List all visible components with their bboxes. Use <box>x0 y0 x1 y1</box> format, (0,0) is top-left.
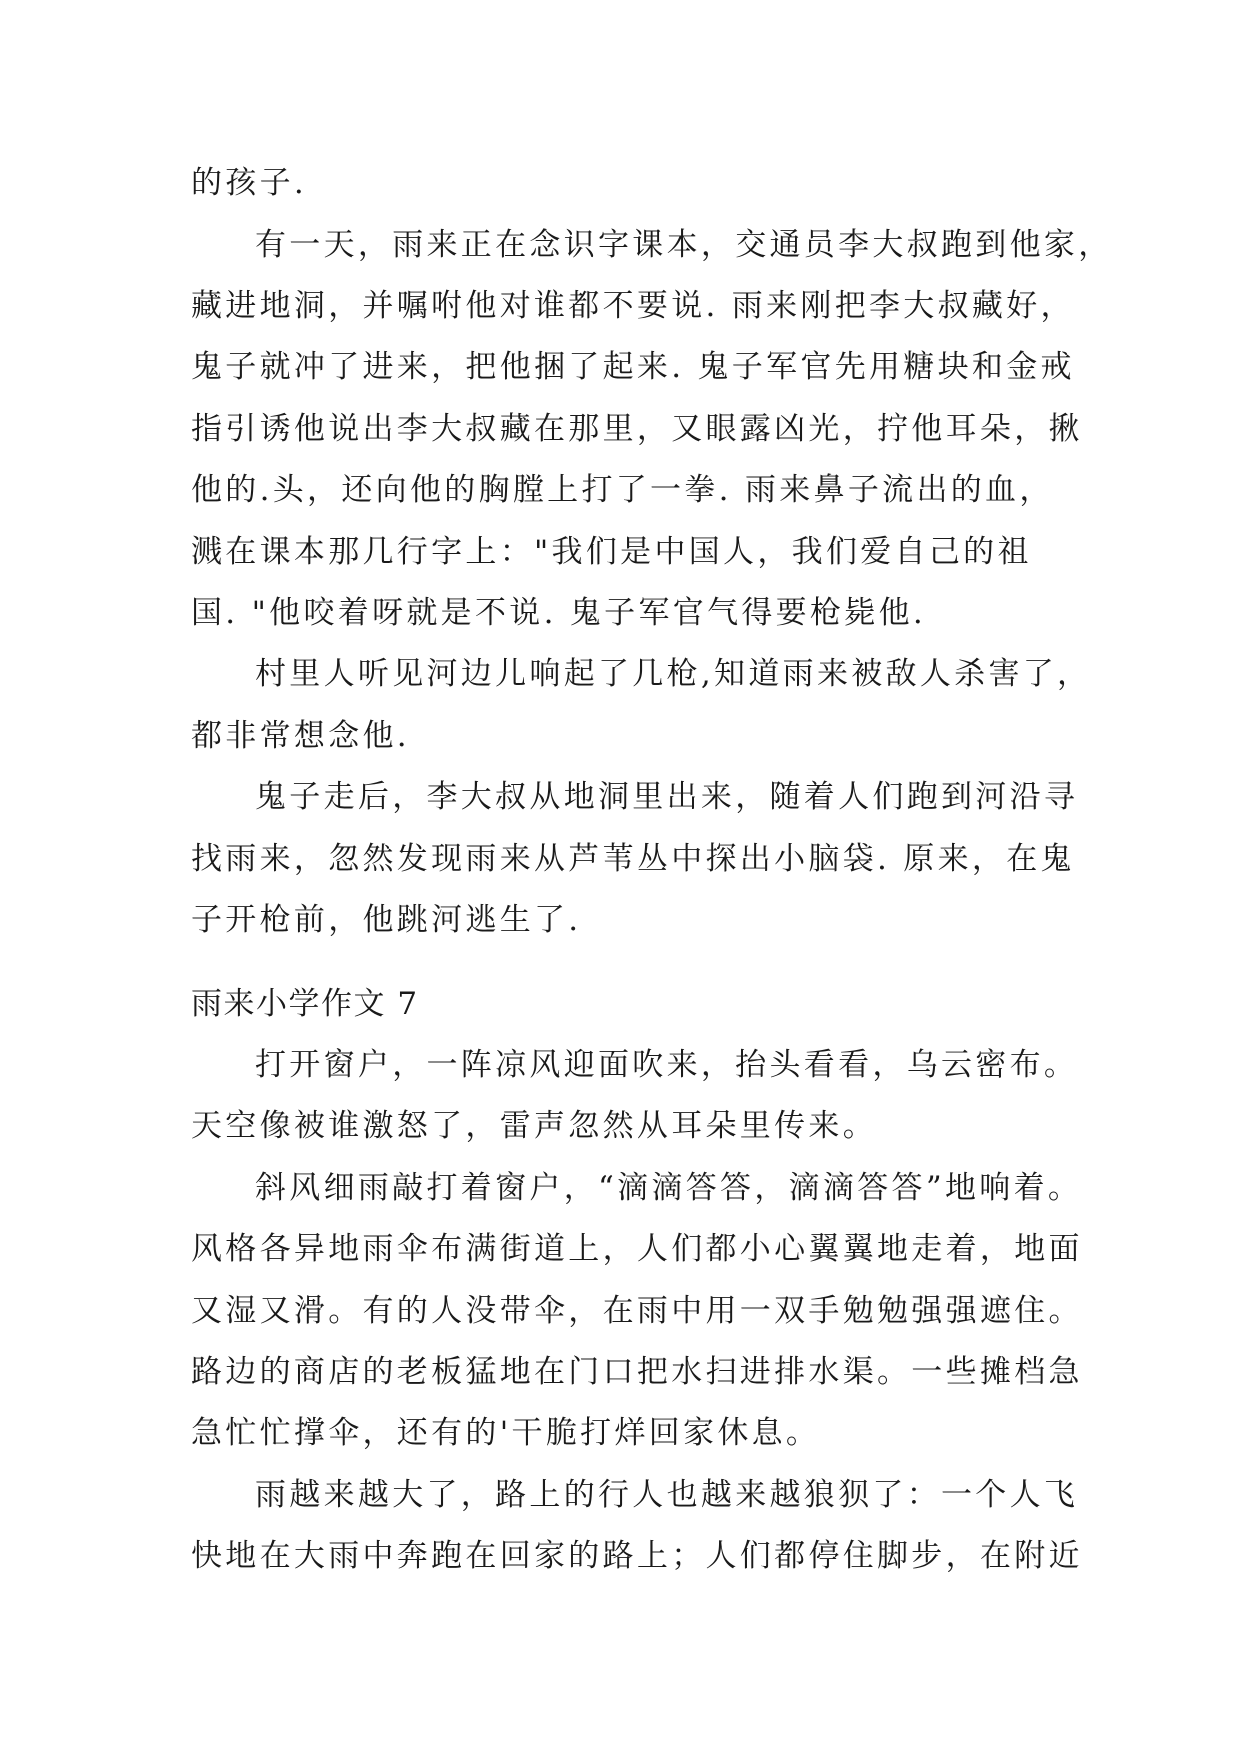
text-line: 藏进地洞，并嘱咐他对谁都不要说. 雨来刚把李大叔藏好， <box>191 288 1075 324</box>
paragraph-first-line: 打开窗户，一阵凉风迎面吹来，抬头看看，乌云密布。 <box>255 1047 1079 1083</box>
text-line: 路边的商店的老板猛地在门口把水扫进排水渠。一些摊档急 <box>191 1354 1083 1390</box>
paragraph-first-line: 村里人听见河边儿响起了几枪,知道雨来被敌人杀害了， <box>255 656 1092 692</box>
paragraph-first-line: 有一天，雨来正在念识字课本，交通员李大叔跑到他家， <box>255 227 1113 263</box>
text-line: 他的.头，还向他的胸膛上打了一拳. 雨来鼻子流出的血， <box>191 472 1054 508</box>
paragraph-first-line: 雨越来越大了，路上的行人也越来越狼狈了：一个人飞 <box>255 1477 1079 1513</box>
text-line: 国. "他咬着呀就是不说. 鬼子军官气得要枪毙他. <box>191 595 927 631</box>
text-line: 风格各异地雨伞布满街道上，人们都小心翼翼地走着，地面 <box>191 1231 1083 1267</box>
section-title: 雨来小学作文 7 <box>191 986 419 1022</box>
text-line: 都非常想念他. <box>191 718 410 754</box>
text-line: 找雨来，忽然发现雨来从芦苇丛中探出小脑袋. 原来，在鬼 <box>191 841 1075 877</box>
text-line: 天空像被谁激怒了，雷声忽然从耳朵里传来。 <box>191 1108 877 1144</box>
text-line: 溅在课本那几行字上："我们是中国人，我们爱自己的祖 <box>191 534 1032 570</box>
text-line: 的孩子. <box>191 165 308 201</box>
text-line: 鬼子就冲了进来，把他捆了起来. 鬼子军官先用糖块和金戒 <box>191 349 1075 385</box>
paragraph-first-line: 鬼子走后，李大叔从地洞里出来，随着人们跑到河沿寻 <box>255 779 1079 815</box>
paragraph-first-line: 斜风细雨敲打着窗户，“滴滴答答，滴滴答答”地响着。 <box>255 1170 1083 1206</box>
text-line: 快地在大雨中奔跑在回家的路上；人们都停住脚步，在附近 <box>191 1538 1083 1574</box>
text-line: 又湿又滑。有的人没带伞，在雨中用一双手勉勉强强遮住。 <box>191 1293 1083 1329</box>
text-line: 急忙忙撑伞，还有的'干脆打烊回家休息。 <box>191 1415 821 1451</box>
text-line: 指引诱他说出李大叔藏在那里，又眼露凶光，拧他耳朵，揪 <box>191 411 1083 447</box>
text-line: 子开枪前，他跳河逃生了. <box>191 902 582 938</box>
